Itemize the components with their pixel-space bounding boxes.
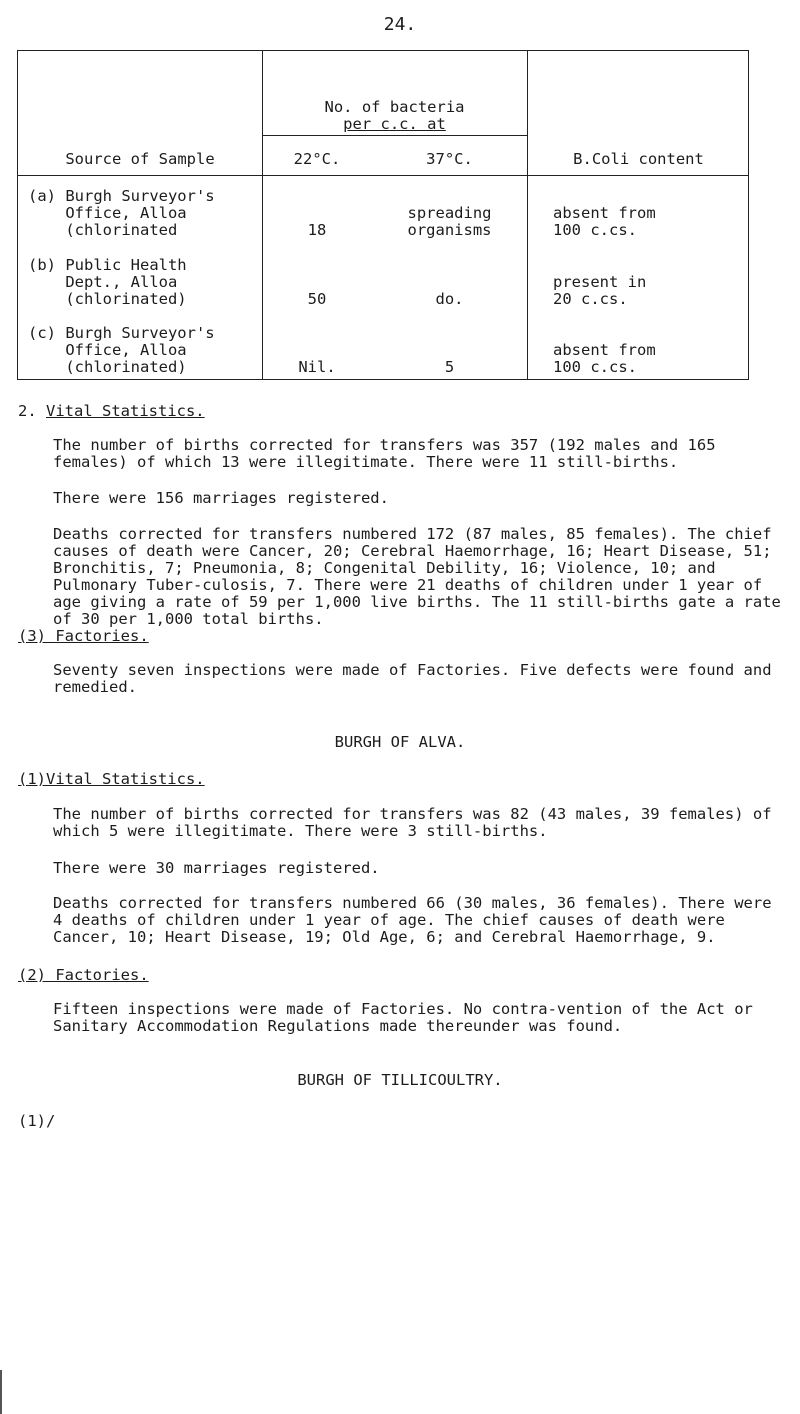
row-a-37c-line: spreading — [407, 204, 492, 222]
row-a-source-line: (chlorinated — [28, 221, 178, 239]
paragraph: The number of births corrected for transfers was 357 (192 males and 165 females) of which 13 were illegitimate. There were 11 still-births. — [53, 436, 716, 471]
row-b-source-line: (chlorinated) — [28, 290, 187, 308]
row-c-coli-line: 100 c.cs. — [553, 358, 637, 376]
row-a-22c: 18 — [307, 221, 327, 239]
row-c-coli-line: absent from — [553, 341, 656, 359]
section-heading: (1)Vital Statistics. — [18, 770, 205, 788]
paragraph: Seventy seven inspections were made of Factories. Five defects were found and remedied. — [53, 661, 772, 696]
table-divider — [262, 135, 527, 136]
row-b-coli-line: 20 c.cs. — [553, 290, 628, 308]
paragraph: The number of births corrected for transfers was 82 (43 males, 39 females) of which 5 were illegitimate. There were 3 still-births. — [53, 805, 772, 840]
row-c-37c: 5 — [444, 358, 455, 376]
paragraph: There were 156 marriages registered. — [53, 489, 389, 507]
row-a-coli-line: 100 c.cs. — [553, 221, 637, 239]
row-b-22c: 50 — [307, 290, 327, 308]
header-source: Source of Sample — [65, 150, 215, 168]
paragraph: Deaths corrected for transfers numbered 66 (30 males, 36 females). There were 4 deaths of children under 1 year of age. The chief causes of death were Cancer, 10; Heart Disease, 19; Old Age, 6; and Cerebral Haemorrhage, 9. — [53, 894, 772, 946]
section-heading: (2) Factories. — [18, 966, 149, 984]
paragraph: Fifteen inspections were made of Factories. No contra-vention of the Act or Sanitary Accommodation Regulations made thereunder was found. — [53, 1000, 753, 1035]
burgh-title: BURGH OF ALVA. — [334, 733, 466, 751]
header-37c: 37°C. — [426, 150, 473, 168]
scan-edge — [0, 1370, 2, 1414]
header-coli: B.Coli content — [573, 150, 704, 168]
row-c-source-line: (chlorinated) — [28, 358, 187, 376]
paragraph: There were 30 marriages registered. — [53, 859, 380, 877]
section-heading: (3) Factories. — [18, 627, 149, 645]
row-b-source-line: (b) Public Health — [28, 256, 187, 274]
row-b-37c: do. — [435, 290, 464, 308]
row-a-source-line: Office, Alloa — [28, 204, 187, 222]
row-b-coli-line: present in — [553, 273, 647, 291]
header-bacteria-line2: per c.c. at — [343, 115, 446, 133]
page-number: 24. — [383, 14, 417, 35]
row-c-source-line: Office, Alloa — [28, 341, 187, 359]
table-divider — [527, 51, 528, 379]
header-bacteria-line1: No. of bacteria — [324, 98, 465, 116]
header-22c: 22°C. — [293, 150, 341, 168]
row-c-22c: Nil. — [298, 358, 336, 376]
burgh-title: BURGH OF TILLICOULTRY. — [297, 1071, 503, 1089]
table-divider — [18, 175, 748, 176]
continuation-marker: (1)/ — [18, 1112, 56, 1130]
row-a-37c-line: organisms — [407, 221, 492, 239]
bacteria-table — [17, 50, 749, 380]
row-a-source-line: (a) Burgh Surveyor's — [28, 187, 215, 205]
section-heading-text: Vital Statistics. — [46, 402, 205, 420]
section-heading: 2. Vital Statistics. — [18, 402, 205, 420]
row-b-source-line: Dept., Alloa — [28, 273, 178, 291]
row-a-coli-line: absent from — [553, 204, 656, 222]
paragraph: Deaths corrected for transfers numbered 172 (87 males, 85 females). The chief causes of death were Cancer, 20; Cerebral Haemorrhage, 16; Heart Disease, 51; Bronchitis, 7; Pneumonia, 8; Congenital Debility, 16; Violence, 10; and Pulmonary Tuber-culosis, 7. There were 21 deaths of children under 1 year of age giving a rate of 59 per 1,000 live births. The 11 still-births gate a rate of 30 per 1,000 total births. — [53, 525, 781, 628]
row-c-source-line: (c) Burgh Surveyor's — [28, 324, 215, 342]
